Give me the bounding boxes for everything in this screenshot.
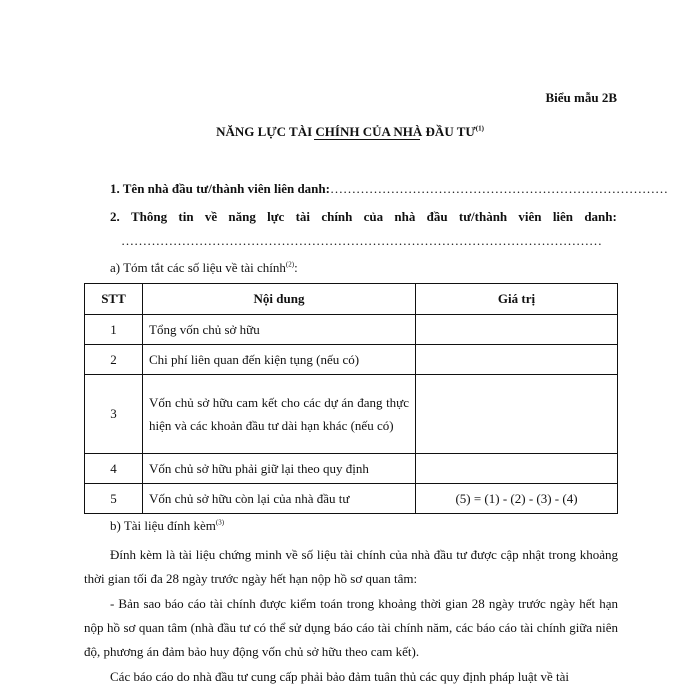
section-a-colon: : [294,260,298,275]
row-content: Tổng vốn chủ sở hữu [143,315,416,345]
heading-word: danh: [584,209,617,224]
title-footnote: (1) [475,124,484,133]
header-stt: STT [85,284,143,315]
heading-word: về [204,209,218,224]
heading-word: Thông [131,209,168,224]
table-row [85,315,618,345]
row-content: Vốn chủ sở hữu phải giữ lại theo quy định [143,454,416,484]
row-value: (5) = (1) - (2) - (3) - (4) [416,484,618,514]
section-a-footnote: (2) [285,260,295,269]
heading-word: liên [552,209,574,224]
heading-word: lực [267,209,285,224]
header-content: Nội dung [143,284,416,315]
paragraph-attachment-intro: Đính kèm là tài liệu chứng minh về số liệu tài chính của nhà đầu tư được cập nhật trong khoảng thời gian tối đa 28 ngày trước ngày hết hạn nộp hồ sơ quan tâm: [84,547,618,586]
row-content: Chi phí liên quan đến kiện tụng (nếu có) [143,345,416,375]
title-text: NĂNG LỰC TÀI CHÍNH CỦA NHÀ ĐẦU TƯ [216,124,476,139]
table-row [85,375,618,454]
form-label: Biểu mẫu 2B [545,90,617,105]
section-b-footnote: (3) [215,518,225,527]
heading-word: tài [295,209,311,224]
heading-word: tin [178,209,194,224]
investor-name-dots: …………………………………………………………………… [329,181,668,196]
row-content: Vốn chủ sở hữu còn lại của nhà đầu tư [143,484,416,514]
table-row [85,454,618,484]
table-header-row [85,284,618,315]
investor-name-line [110,181,668,197]
row-stt: 4 [85,454,143,484]
paragraph-compliance: Các báo cáo do nhà đầu tư cung cấp phải bảo đảm tuân thủ các quy định pháp luật về tài [110,669,570,684]
heading-word: đầu [426,209,448,224]
heading-word: của [363,209,384,224]
row-value [416,375,618,454]
table-row [85,484,618,514]
document-title [0,124,700,140]
row-stt: 5 [85,484,143,514]
heading-word: nhà [394,209,416,224]
heading-word: chính [321,209,353,224]
investor-name-label: 1. Tên nhà đầu tư/thành viên liên danh: [110,181,330,196]
financial-capacity-heading [110,209,617,225]
section-b-text: b) Tài liệu đính kèm [110,518,216,533]
row-value [416,454,618,484]
heading-word: năng [228,209,256,224]
paragraph-audited-report: - Bản sao báo cáo tài chính được kiểm toán trong khoảng thời gian 28 ngày trước ngày hết hạn nộp hồ sơ quan tâm (nhà đầu tư có thể sử dụng báo cáo tài chính năm, các báo cáo tài chính giữa niên độ, phương án đảm bảo huy động vốn chủ sở hữu theo cam kết). [84,596,618,659]
section-b-label [110,518,224,534]
header-value: Giá trị [416,284,618,315]
section-a-label [110,260,298,276]
section-a-text: a) Tóm tắt các số liệu về tài chính [110,260,286,275]
row-stt: 2 [85,345,143,375]
table-row [85,345,618,375]
row-stt: 3 [85,375,143,454]
financial-summary-table [84,283,618,514]
row-value [416,345,618,375]
title-underline [314,139,420,140]
row-stt: 1 [85,315,143,345]
heading-word: tư/thành [458,209,508,224]
heading-word: viên [518,209,542,224]
row-value [416,315,618,345]
heading-word: 2. [110,209,120,224]
row-content: Vốn chủ sở hữu cam kết cho các dự án đang thực hiện và các khoản đầu tư dài hạn khác (nếu có) [143,375,416,454]
financial-capacity-dots: ………………………………………………………………………………………………… [121,233,602,248]
